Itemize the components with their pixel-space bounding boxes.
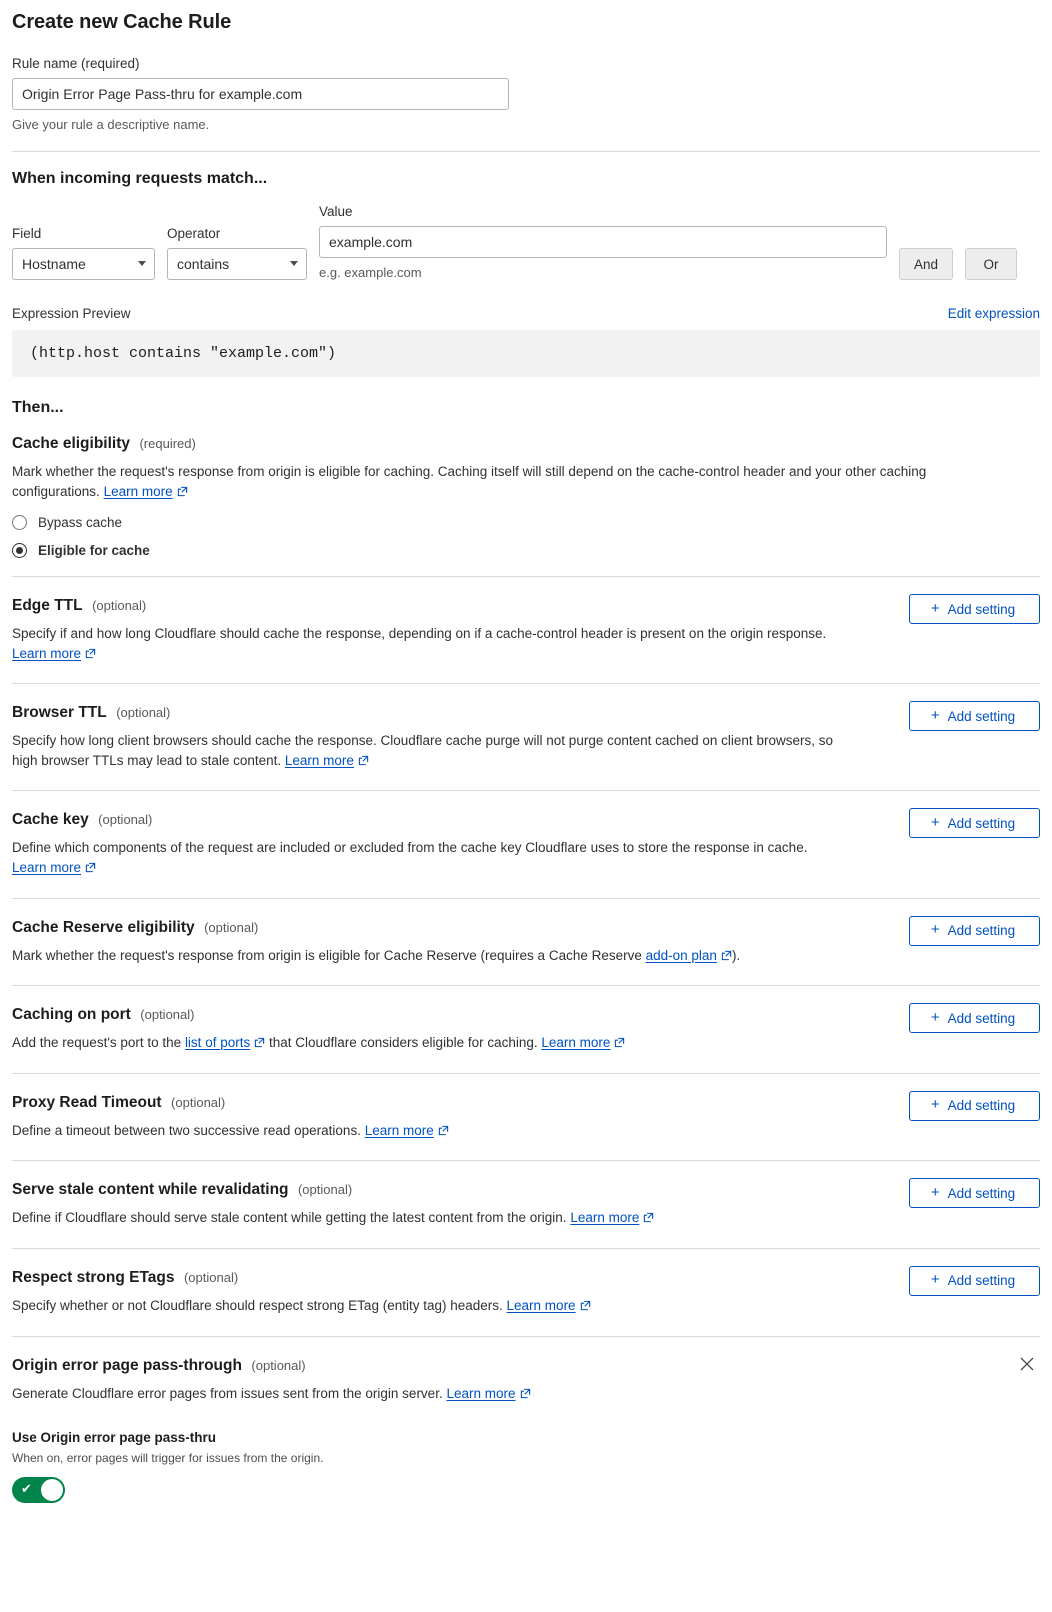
desc-text: Specify how long client browsers should cache the response. Cloudflare cache purge will not purge content cached on client browsers, so high browser TTLs may lead to stale content. bbox=[12, 733, 833, 768]
desc-text: Define which components of the request are included or excluded from the cache key Cloudflare uses to store the response in cache. bbox=[12, 840, 808, 856]
setting-description bbox=[12, 1384, 1002, 1405]
rule-name-input[interactable] bbox=[12, 78, 509, 110]
external-link-icon bbox=[643, 1209, 654, 1229]
value-column bbox=[319, 204, 887, 280]
expression-header bbox=[12, 306, 1040, 321]
page-title: Create new Cache Rule bbox=[12, 11, 232, 33]
desc-text-mid: that Cloudflare considers eligible for caching. bbox=[265, 1035, 542, 1051]
external-link-icon bbox=[721, 947, 732, 967]
external-link-icon bbox=[520, 1385, 531, 1405]
setting-optional: (optional) bbox=[183, 1269, 239, 1285]
setting-respect-strong-etags bbox=[12, 1248, 1040, 1336]
radio-eligible-for-cache-label: Eligible for cache bbox=[38, 543, 150, 559]
add-setting-button[interactable] bbox=[909, 1266, 1040, 1296]
check-icon: ✔ bbox=[21, 1480, 32, 1496]
desc-text: Add the request's port to the bbox=[12, 1035, 185, 1051]
setting-serve-stale-content bbox=[12, 1160, 1040, 1248]
external-link-icon bbox=[85, 859, 96, 879]
setting-proxy-read-timeout bbox=[12, 1073, 1040, 1161]
origin-error-page-toggle[interactable] bbox=[12, 1477, 65, 1503]
desc-text: Mark whether the request's response from origin is eligible for Cache Reserve (requires a Cache Reserve bbox=[12, 947, 646, 963]
add-on-plan-link[interactable]: add-on plan bbox=[645, 947, 717, 963]
field-select[interactable] bbox=[12, 248, 155, 280]
learn-more-link[interactable]: Learn more bbox=[506, 1297, 576, 1313]
radio-bypass-cache-label: Bypass cache bbox=[38, 515, 123, 531]
or-button[interactable]: Or bbox=[965, 248, 1017, 280]
radio-eligible-for-cache[interactable] bbox=[12, 543, 1040, 558]
plus-icon: + bbox=[930, 599, 940, 617]
setting-browser-ttl bbox=[12, 683, 1040, 790]
expression-label: Expression Preview bbox=[12, 306, 131, 321]
setting-title: Serve stale content while revalidating bbox=[12, 1181, 289, 1199]
add-setting-button[interactable] bbox=[909, 916, 1040, 946]
add-setting-label: Add setting bbox=[947, 1010, 1016, 1026]
external-link-icon bbox=[177, 483, 188, 503]
desc-text: Mark whether the request's response from origin is eligible for caching. Caching itself will still depend on the cache-control header and your other caching configurations. bbox=[12, 464, 927, 499]
setting-description bbox=[12, 1296, 842, 1317]
match-heading: When incoming requests match... bbox=[12, 170, 268, 187]
and-button[interactable]: And bbox=[899, 248, 953, 280]
operator-select[interactable] bbox=[167, 248, 307, 280]
plus-icon: + bbox=[930, 1008, 940, 1026]
radio-bypass-cache[interactable] bbox=[12, 515, 1040, 530]
desc-text: Specify if and how long Cloudflare should cache the response, depending on if a cache-control header is present on the origin response. bbox=[12, 626, 827, 642]
value-input[interactable] bbox=[319, 226, 887, 258]
external-link-icon bbox=[254, 1034, 265, 1054]
add-setting-label: Add setting bbox=[947, 815, 1016, 831]
setting-optional: (optional) bbox=[171, 1094, 226, 1110]
setting-optional: (optional) bbox=[204, 919, 259, 935]
plus-icon: + bbox=[930, 813, 940, 831]
setting-origin-error-page-pass-through bbox=[12, 1336, 1040, 1503]
setting-edge-ttl bbox=[12, 576, 1040, 683]
setting-caching-on-port bbox=[12, 985, 1040, 1073]
divider bbox=[12, 151, 1040, 152]
add-setting-button[interactable] bbox=[909, 1003, 1040, 1033]
then-heading: Then... bbox=[12, 399, 64, 416]
add-setting-label: Add setting bbox=[947, 708, 1016, 724]
field-label: Field bbox=[12, 226, 42, 241]
radio-icon bbox=[12, 515, 27, 530]
origin-toggle-subtitle: When on, error pages will trigger for issues from the origin. bbox=[12, 1450, 324, 1465]
setting-title: Cache Reserve eligibility bbox=[12, 918, 195, 936]
add-setting-button[interactable] bbox=[909, 1091, 1040, 1121]
add-setting-button[interactable] bbox=[909, 701, 1040, 731]
setting-description bbox=[12, 624, 842, 664]
desc-text: Specify whether or not Cloudflare should respect strong ETag (entity tag) headers. bbox=[12, 1297, 507, 1313]
external-link-icon bbox=[614, 1034, 625, 1054]
plus-icon: + bbox=[930, 706, 940, 724]
desc-text-after: ). bbox=[731, 947, 741, 963]
rule-name-label: Rule name (required) bbox=[12, 56, 140, 71]
value-label: Value bbox=[319, 204, 353, 219]
edit-expression-link[interactable]: Edit expression bbox=[947, 306, 1040, 321]
add-setting-button[interactable] bbox=[909, 594, 1040, 624]
learn-more-link[interactable]: Learn more bbox=[541, 1035, 611, 1051]
add-setting-label: Add setting bbox=[947, 1273, 1016, 1289]
external-link-icon bbox=[438, 1122, 449, 1142]
value-helper: e.g. example.com bbox=[319, 265, 422, 280]
setting-description bbox=[12, 838, 842, 878]
setting-description bbox=[12, 731, 842, 771]
setting-description bbox=[12, 946, 842, 967]
setting-optional: (optional) bbox=[92, 598, 147, 614]
external-link-icon bbox=[85, 645, 96, 665]
setting-title: Origin error page pass-through bbox=[12, 1357, 242, 1375]
add-setting-label: Add setting bbox=[947, 1098, 1016, 1114]
plus-icon: + bbox=[930, 921, 940, 938]
external-link-icon bbox=[580, 1297, 591, 1317]
operator-column bbox=[167, 226, 307, 280]
add-setting-label: Add setting bbox=[947, 601, 1016, 617]
cache-eligibility-title: Cache eligibility bbox=[12, 435, 131, 452]
expression-preview: (http.host contains "example.com") bbox=[12, 330, 1040, 377]
setting-optional: (optional) bbox=[98, 812, 153, 828]
setting-cache-reserve-eligibility bbox=[12, 898, 1040, 986]
list-of-ports-link[interactable]: list of ports bbox=[184, 1035, 251, 1051]
learn-more-link[interactable]: Learn more bbox=[284, 752, 354, 768]
plus-icon: + bbox=[930, 1183, 940, 1201]
setting-description bbox=[12, 1208, 842, 1229]
origin-toggle-title: Use Origin error page pass-thru bbox=[12, 1429, 217, 1445]
plus-icon: + bbox=[930, 1096, 940, 1114]
toggle-knob bbox=[41, 1479, 63, 1501]
cache-eligibility-head bbox=[12, 435, 1040, 453]
desc-text: Define a timeout between two successive read operations. bbox=[12, 1122, 365, 1138]
setting-cache-key bbox=[12, 790, 1040, 897]
rule-name-group bbox=[12, 56, 1040, 132]
desc-text: Define if Cloudflare should serve stale content while getting the latest content from the origin. bbox=[12, 1210, 571, 1226]
setting-optional: (optional) bbox=[297, 1182, 353, 1198]
setting-optional: (optional) bbox=[251, 1358, 306, 1374]
add-setting-label: Add setting bbox=[947, 923, 1016, 938]
cache-eligibility-required: (required) bbox=[139, 436, 196, 451]
setting-title: Edge TTL bbox=[12, 597, 83, 615]
setting-optional: (optional) bbox=[140, 1007, 195, 1023]
operator-label: Operator bbox=[167, 226, 221, 241]
add-setting-label: Add setting bbox=[947, 1185, 1016, 1201]
plus-icon: + bbox=[930, 1271, 940, 1289]
setting-title: Caching on port bbox=[12, 1006, 131, 1024]
setting-title: Cache key bbox=[12, 811, 89, 829]
setting-description bbox=[12, 1033, 842, 1054]
setting-optional: (optional) bbox=[116, 705, 171, 721]
learn-more-link[interactable]: Learn more bbox=[570, 1210, 640, 1226]
setting-title: Respect strong ETags bbox=[12, 1268, 175, 1286]
desc-text: Generate Cloudflare error pages from issues sent from the origin server. bbox=[12, 1386, 447, 1402]
rule-name-helper: Give your rule a descriptive name. bbox=[12, 117, 210, 132]
learn-more-link[interactable]: Learn more bbox=[12, 645, 82, 661]
add-setting-button[interactable] bbox=[909, 808, 1040, 838]
field-column bbox=[12, 226, 155, 280]
learn-more-link[interactable]: Learn more bbox=[364, 1122, 434, 1138]
setting-description bbox=[12, 1121, 842, 1142]
radio-icon-selected bbox=[12, 543, 27, 558]
match-row bbox=[12, 204, 1040, 280]
setting-title: Proxy Read Timeout bbox=[12, 1093, 162, 1111]
setting-title: Browser TTL bbox=[12, 704, 107, 722]
learn-more-link[interactable]: Learn more bbox=[12, 859, 82, 875]
learn-more-link[interactable]: Learn more bbox=[446, 1386, 516, 1402]
add-setting-button[interactable] bbox=[909, 1178, 1040, 1208]
cache-eligibility-block bbox=[12, 417, 1040, 576]
close-icon[interactable] bbox=[1018, 1355, 1038, 1375]
external-link-icon bbox=[358, 752, 369, 772]
cache-eligibility-description bbox=[12, 462, 1002, 502]
learn-more-link[interactable]: Learn more bbox=[103, 483, 173, 499]
